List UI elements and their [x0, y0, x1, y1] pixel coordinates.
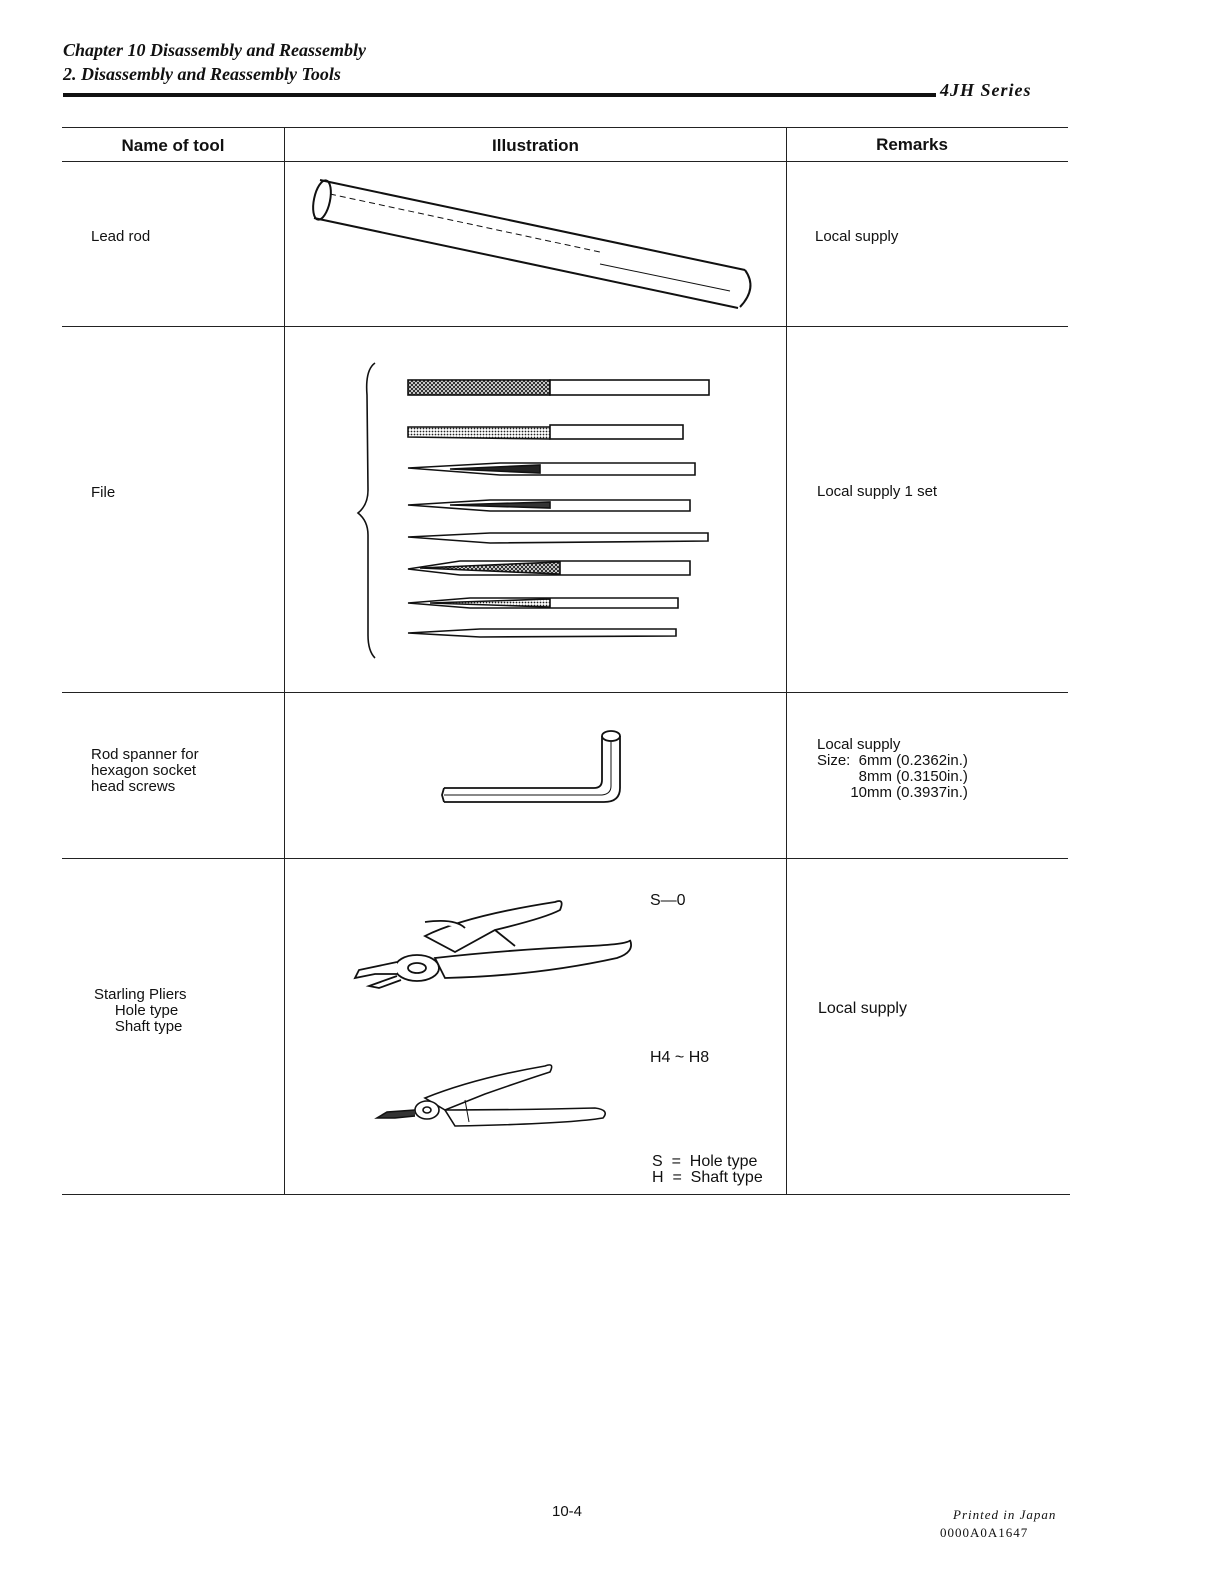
header-bottom-border [62, 161, 1068, 162]
tool-remarks: Local supply 1 set [817, 483, 938, 500]
row-divider [62, 326, 1068, 327]
row-divider [62, 858, 1068, 859]
column-divider [786, 127, 787, 1195]
tool-remarks: Local supply Size: 6mm (0.2362in.) 8mm (0.3150in.) 10mm (0.3937in.) [817, 736, 968, 801]
lead-rod-illustration [300, 170, 770, 320]
page-number: 10-4 [552, 1503, 583, 1520]
tool-remarks: Local supply [815, 228, 899, 245]
section-title: 2. Disassembly and Reassembly Tools [63, 64, 341, 84]
printed-note: Printed in Japan [953, 1507, 1057, 1522]
plier-hole-type-illustration [345, 888, 635, 998]
file-set-illustration [350, 355, 720, 665]
series-label: 4JH Series [940, 80, 1032, 100]
tool-name: File [91, 484, 116, 501]
tool-name: Starling Pliers Hole type Shaft type [94, 986, 187, 1035]
tool-remarks: Local supply [818, 1000, 907, 1017]
header-rule [63, 93, 936, 97]
row-divider [62, 692, 1068, 693]
plier-label-lower: H4 ~ H8 [650, 1049, 710, 1066]
document-code: 0000A0A1647 [940, 1525, 1029, 1540]
column-header-remarks: Remarks [876, 135, 948, 154]
column-header-name: Name of tool [121, 136, 225, 155]
hex-key-illustration [430, 722, 630, 812]
chapter-title: Chapter 10 Disassembly and Reassembly [63, 40, 367, 60]
tool-name: Lead rod [91, 228, 151, 245]
brace-icon [358, 363, 375, 658]
plier-legend: S = Hole type H = Shaft type [652, 1153, 763, 1186]
column-divider [284, 127, 285, 1195]
tool-name: Rod spanner for hexagon socket head screws [91, 746, 199, 795]
column-header-illustration: Illustration [492, 136, 579, 155]
table-bottom-border [62, 1194, 1070, 1195]
plier-label-upper: S—0 [650, 892, 686, 909]
table-top-border [62, 127, 1068, 128]
plier-shaft-type-illustration [365, 1058, 615, 1138]
